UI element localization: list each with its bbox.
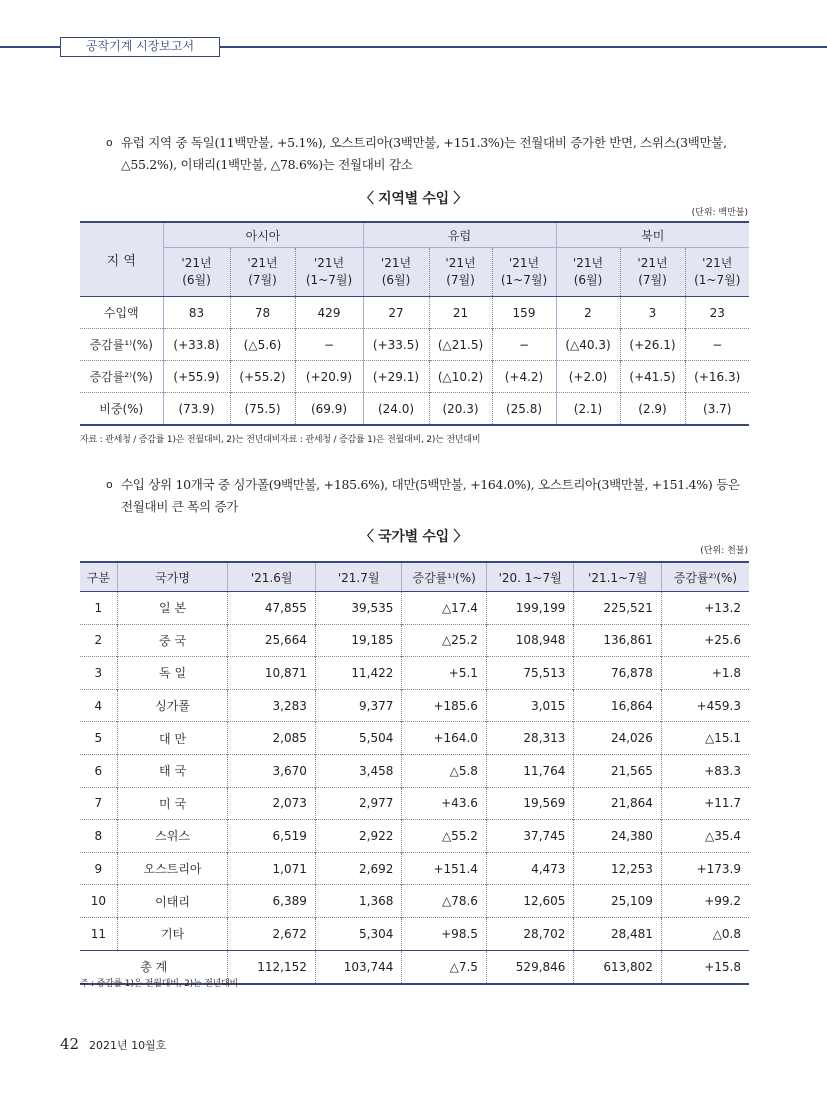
country-cell: 2,085 [228, 722, 316, 755]
region-cell: (+2.0) [556, 361, 620, 393]
country-cell: 12,605 [486, 885, 574, 918]
country-cell: 199,199 [486, 592, 574, 625]
region-cell: (75.5) [230, 393, 295, 426]
country-row [80, 787, 749, 820]
region-cell: 159 [492, 297, 556, 329]
country-table-title: 〈 국가별 수입 〉 [359, 529, 468, 545]
country-cell: 1 [94, 600, 103, 615]
region-row-label: 증감률¹⁾(%) [80, 329, 163, 361]
period-header: '21년 (7월) [230, 248, 295, 297]
country-cell: 108,948 [486, 624, 574, 657]
total-cell: 529,846 [486, 950, 574, 984]
country-cell: 76,878 [574, 657, 662, 690]
country-cell: 75,513 [486, 657, 574, 690]
country-cell: 25,664 [228, 624, 316, 657]
country-cell: 2,692 [315, 852, 402, 885]
region-cell: (+16.3) [685, 361, 749, 393]
period-header: '21년 (1~7월) [295, 248, 363, 297]
column-header: 증감률²⁾(%) [661, 562, 749, 592]
region-cell: (+55.2) [230, 361, 295, 393]
country-cell: +43.6 [402, 787, 487, 820]
country-cell: 24,026 [574, 722, 662, 755]
country-cell: 6,389 [228, 885, 316, 918]
country-cell: △78.6 [402, 885, 487, 918]
country-cell: 12,253 [574, 852, 662, 885]
country-cell: 11,764 [486, 754, 574, 787]
country-name: 오스트리아 [117, 852, 228, 885]
country-cell: +185.6 [402, 689, 487, 722]
country-cell: +13.2 [661, 592, 749, 625]
country-cell: +459.3 [661, 689, 749, 722]
region-cell: 27 [363, 297, 429, 329]
country-cell: 19,569 [486, 787, 574, 820]
period-header: '21년 (1~7월) [492, 248, 556, 297]
column-header: 국가명 [117, 562, 228, 592]
region-cell: 21 [429, 297, 492, 329]
country-cell: 25,109 [574, 885, 662, 918]
country-cell: 37,745 [486, 820, 574, 853]
region-cell: − [685, 329, 749, 361]
country-cell: 21,565 [574, 754, 662, 787]
country-row [80, 592, 749, 625]
region-row-label: 증감률²⁾(%) [80, 361, 163, 393]
bullet-icon: o [106, 478, 113, 491]
total-cell: 613,802 [574, 950, 662, 984]
country-cell: 28,702 [486, 917, 574, 950]
country-paragraph [106, 474, 749, 518]
country-name: 기타 [117, 917, 228, 950]
country-cell: 2,977 [315, 787, 402, 820]
country-cell: 11,422 [315, 657, 402, 690]
region-cell: 2 [556, 297, 620, 329]
country-cell: 6 [80, 754, 117, 787]
region-cell: (+20.9) [295, 361, 363, 393]
country-footnote: 주 : 증감률 1)은 전월대비, 2)는 전년대비 [80, 979, 239, 989]
country-cell: 47,855 [228, 592, 316, 625]
country-row [80, 852, 749, 885]
section-header-label: 공작기계 시장보고서 [60, 37, 220, 57]
country-cell: 2,672 [228, 917, 316, 950]
country-cell: +5.1 [402, 657, 487, 690]
region-cell: 78 [230, 297, 295, 329]
region-cell: (20.3) [429, 393, 492, 426]
country-cell: 9,377 [315, 689, 402, 722]
region-import-table [80, 221, 749, 426]
country-name: 태 국 [117, 754, 228, 787]
region-cell: (69.9) [295, 393, 363, 426]
country-cell: 11 [80, 917, 117, 950]
region-paragraph-text: 유럽 지역 중 독일(11백만불, +5.1%), 오스트리아(3백만불, +151.3%)는 전월대비 증가한 반면, 스위스(3백만불, △55.2%), 이태리(1백만불, △78.6%)는 전월대비 감소 [121, 135, 727, 172]
country-cell: 2,922 [315, 820, 402, 853]
country-name: 대 만 [117, 722, 228, 755]
region-cell: (73.9) [163, 393, 230, 426]
country-cell: 3 [80, 657, 117, 690]
period-header: '21년 (1~7월) [685, 248, 749, 297]
column-header: 구분 [80, 562, 117, 592]
country-cell: 19,185 [315, 624, 402, 657]
country-cell: 10,871 [228, 657, 316, 690]
period-header: '21년 (7월) [429, 248, 492, 297]
country-cell: 1,368 [315, 885, 402, 918]
period-header: '21년 (7월) [620, 248, 685, 297]
country-cell: △15.1 [661, 722, 749, 755]
total-cell: 112,152 [228, 950, 316, 984]
region-cell: − [295, 329, 363, 361]
country-cell: 3,015 [486, 689, 574, 722]
region-cell: (△21.5) [429, 329, 492, 361]
region-row [80, 361, 749, 393]
region-cell: (2.1) [556, 393, 620, 426]
country-row [80, 689, 749, 722]
country-cell: 4 [80, 689, 117, 722]
country-cell: △5.8 [402, 754, 487, 787]
country-name: 독 일 [117, 657, 228, 690]
country-name: 이태리 [117, 885, 228, 918]
region-header: 지 역 [80, 222, 163, 297]
region-cell: (2.9) [620, 393, 685, 426]
country-cell: 21,864 [574, 787, 662, 820]
country-cell: 28,481 [574, 917, 662, 950]
country-cell: +99.2 [661, 885, 749, 918]
group-asia: 아시아 [163, 222, 363, 248]
region-row [80, 329, 749, 361]
total-cell: 103,744 [315, 950, 402, 984]
country-cell: 5 [80, 722, 117, 755]
country-cell: +83.3 [661, 754, 749, 787]
country-cell: △55.2 [402, 820, 487, 853]
region-paragraph [106, 132, 749, 176]
country-paragraph-text: 수입 상위 10개국 중 싱가폴(9백만불, +185.6%), 대만(5백만불, +164.0%), 오스트리아(3백만불, +151.4%) 등은 전월대비 큰 폭의 증가 [121, 477, 740, 514]
country-cell: 136,861 [574, 624, 662, 657]
region-cell: (+33.5) [363, 329, 429, 361]
country-row [80, 885, 749, 918]
period-header-row [80, 248, 749, 297]
country-name: 싱가폴 [117, 689, 228, 722]
country-row [80, 917, 749, 950]
group-europe: 유럽 [363, 222, 556, 248]
country-cell: 24,380 [574, 820, 662, 853]
country-cell: △0.8 [661, 917, 749, 950]
region-cell: 3 [620, 297, 685, 329]
country-name: 중 국 [117, 624, 228, 657]
country-row [80, 624, 749, 657]
period-header: '21년 (6월) [556, 248, 620, 297]
column-header: '21.7월 [315, 562, 402, 592]
region-cell: (24.0) [363, 393, 429, 426]
column-header: '20. 1~7월 [486, 562, 574, 592]
region-cell: (+29.1) [363, 361, 429, 393]
country-row [80, 754, 749, 787]
country-row [80, 820, 749, 853]
country-cell: 5,304 [315, 917, 402, 950]
total-cell: +15.8 [661, 950, 749, 984]
country-cell: +11.7 [661, 787, 749, 820]
region-cell: 429 [295, 297, 363, 329]
region-cell: (3.7) [685, 393, 749, 426]
period-header: '21년 (6월) [363, 248, 429, 297]
country-name: 일 본 [117, 592, 228, 625]
region-cell: (25.8) [492, 393, 556, 426]
region-cell: (△40.3) [556, 329, 620, 361]
country-cell: 2,073 [228, 787, 316, 820]
region-cell: (+41.5) [620, 361, 685, 393]
country-cell: 16,864 [574, 689, 662, 722]
region-cell: (+4.2) [492, 361, 556, 393]
region-cell: (△10.2) [429, 361, 492, 393]
total-label: 총 계 [80, 950, 228, 984]
country-row [80, 722, 749, 755]
region-cell: 23 [685, 297, 749, 329]
country-cell: 5,504 [315, 722, 402, 755]
country-cell: +1.8 [661, 657, 749, 690]
total-cell: △7.5 [402, 950, 487, 984]
region-cell: − [492, 329, 556, 361]
issue-label: 2021년 10월호 [89, 1039, 167, 1052]
country-header-row [80, 562, 749, 592]
country-cell: 2 [80, 624, 117, 657]
country-cell: △17.4 [402, 592, 487, 625]
period-header: '21년 (6월) [163, 248, 230, 297]
region-cell: (+33.8) [163, 329, 230, 361]
country-cell: △25.2 [402, 624, 487, 657]
region-row-label: 비중(%) [80, 393, 163, 426]
bullet-icon: o [106, 136, 113, 149]
country-cell: 28,313 [486, 722, 574, 755]
country-cell: 6,519 [228, 820, 316, 853]
page-number: 42 [60, 1035, 80, 1053]
country-cell: △35.4 [661, 820, 749, 853]
region-table-unit: (단위: 백만불) [691, 208, 748, 218]
country-table-unit: (단위: 천불) [700, 546, 748, 556]
country-cell: 8 [80, 820, 117, 853]
country-cell: 3,670 [228, 754, 316, 787]
country-cell: 39,535 [315, 592, 402, 625]
country-cell: 9 [80, 852, 117, 885]
country-name: 미 국 [117, 787, 228, 820]
region-row-label: 수입액 [80, 297, 163, 329]
column-header: '21.1~7월 [574, 562, 662, 592]
region-row [80, 297, 749, 329]
country-cell: 225,521 [574, 592, 662, 625]
country-cell: +151.4 [402, 852, 487, 885]
country-cell: 3,283 [228, 689, 316, 722]
region-cell: 83 [163, 297, 230, 329]
region-cell: (+55.9) [163, 361, 230, 393]
country-cell: +25.6 [661, 624, 749, 657]
country-cell: +173.9 [661, 852, 749, 885]
region-row [80, 393, 749, 426]
country-cell: 3,458 [315, 754, 402, 787]
column-header: 증감률¹⁾(%) [402, 562, 487, 592]
country-row [80, 657, 749, 690]
country-cell: 7 [80, 787, 117, 820]
region-cell: (△5.6) [230, 329, 295, 361]
country-cell: 10 [80, 885, 117, 918]
country-import-table [80, 561, 749, 985]
group-north-america: 북미 [556, 222, 749, 248]
region-source-note: 자료 : 관세청 / 증감률 1)은 전월대비, 2)는 전년대비자료 : 관세청 / 증감률 1)은 전월대비, 2)는 전년대비 [80, 435, 481, 445]
region-table-title: 〈 지역별 수입 〉 [359, 191, 468, 207]
country-cell: 4,473 [486, 852, 574, 885]
column-header: '21.6월 [228, 562, 316, 592]
region-cell: (+26.1) [620, 329, 685, 361]
country-cell: 1,071 [228, 852, 316, 885]
country-cell: +98.5 [402, 917, 487, 950]
country-cell: +164.0 [402, 722, 487, 755]
country-name: 스위스 [117, 820, 228, 853]
